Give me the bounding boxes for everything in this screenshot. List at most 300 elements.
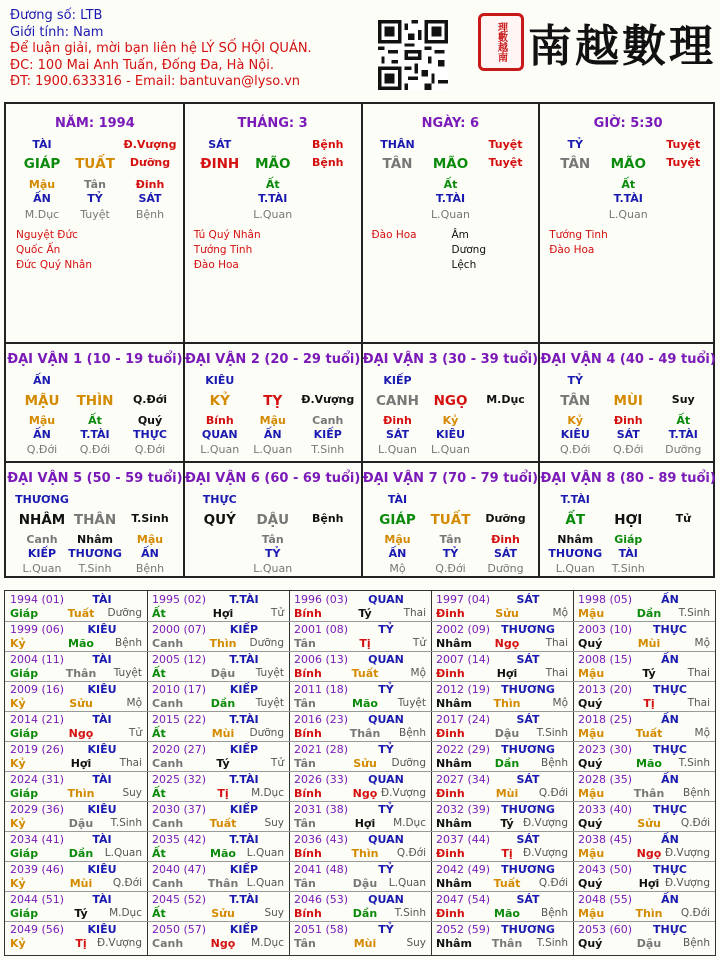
year-branch: Sửu xyxy=(353,757,377,770)
dai-van-top-god: THƯƠNG xyxy=(15,493,69,506)
year-cell xyxy=(148,712,290,742)
star-name: Đào Hoa xyxy=(193,259,239,271)
hidden-god: THỰC xyxy=(133,428,167,441)
year-ten-god: T.TÀI xyxy=(229,893,259,906)
year-cell xyxy=(290,652,432,682)
year-cell xyxy=(290,592,432,622)
dai-van-title: ĐẠI VẬN 6 (60 - 69 tuổi) xyxy=(184,471,361,486)
dai-van-title: ĐẠI VẬN 3 (30 - 39 tuổi) xyxy=(362,352,539,367)
year-cell xyxy=(432,892,574,922)
hidden-stem: Bính xyxy=(205,414,234,427)
qr-code-icon[interactable] xyxy=(378,20,448,90)
year-stem: Mậu xyxy=(578,667,605,680)
year-label: 2050 (57) xyxy=(152,923,207,936)
year-label: 2007 (14) xyxy=(436,653,491,666)
hidden-stem: Ất xyxy=(88,414,102,427)
year-life-stage: Tuyệt xyxy=(255,667,284,679)
subject-value: LTB xyxy=(80,8,103,23)
year-ten-god: TÀI xyxy=(92,653,112,666)
year-ten-god: KIẾP xyxy=(229,923,259,936)
star-name: Tướng Tinh xyxy=(549,229,608,241)
year-label: 2010 (17) xyxy=(152,683,207,696)
year-ten-god: TỶ xyxy=(378,863,394,876)
hidden-stem: Canh xyxy=(312,414,344,427)
year-stem: Giáp xyxy=(10,667,39,680)
star-name: Âm Dương Lệch xyxy=(451,229,486,271)
year-cell xyxy=(290,682,432,712)
year-ten-god: THƯƠNG xyxy=(501,623,555,636)
year-ten-god: QUAN xyxy=(368,833,404,846)
year-life-stage: Tử xyxy=(128,727,142,739)
year-ten-god: THƯƠNG xyxy=(501,803,555,816)
year-stem: Giáp xyxy=(10,607,39,620)
year-label: 2030 (37) xyxy=(152,803,207,816)
year-branch: Ngọ xyxy=(210,937,236,950)
year-life-stage: Q.Đới xyxy=(112,877,142,889)
stem-branch: NHÂM xyxy=(18,512,66,528)
year-cell xyxy=(6,592,148,622)
life-stage: Bệnh xyxy=(135,208,165,221)
year-ten-god: THỰC xyxy=(653,683,687,696)
life-stage: L.Quan xyxy=(253,562,293,575)
year-stem: Mậu xyxy=(578,787,605,800)
year-life-stage: Mộ xyxy=(410,667,426,679)
year-branch: Tý xyxy=(216,757,230,770)
life-stage: L.Quan xyxy=(431,208,470,221)
stem-branch: Tuyệt xyxy=(488,156,523,169)
year-stem: Bính xyxy=(294,607,322,620)
year-ten-god: TỶ xyxy=(378,923,394,936)
year-stem: Kỷ xyxy=(10,757,26,770)
stem-branch: HỢI xyxy=(614,512,643,528)
year-cell xyxy=(574,622,716,652)
pillar-title: GIỜ: 5:30 xyxy=(593,116,663,131)
year-cell xyxy=(6,712,148,742)
pillar-column xyxy=(184,104,362,342)
year-life-stage: T.Sinh xyxy=(678,757,710,769)
year-stem: Đinh xyxy=(436,607,465,620)
year-label: 2031 (38) xyxy=(294,803,349,816)
year-life-stage: T.Sinh xyxy=(110,817,142,829)
year-stem: Giáp xyxy=(10,727,39,740)
year-life-stage: Suy xyxy=(264,817,284,829)
dai-van-cell xyxy=(362,461,540,580)
year-stem: Quý xyxy=(578,937,603,950)
hidden-god: THƯƠNG xyxy=(68,547,122,560)
stem-branch: MÃO xyxy=(610,156,646,172)
year-label: 2003 (10) xyxy=(578,623,633,636)
dai-van-top-god: T.TÀI xyxy=(560,493,590,506)
year-label: 2045 (52) xyxy=(152,893,207,906)
star-list xyxy=(16,228,92,273)
year-cell xyxy=(290,712,432,742)
year-stem: Giáp xyxy=(10,847,39,860)
year-stem: Mậu xyxy=(578,907,605,920)
year-stem: Tân xyxy=(294,697,316,710)
hidden-stem: Đinh xyxy=(491,533,520,546)
year-label: 2000 (07) xyxy=(152,623,207,636)
phone-email-line[interactable]: ĐT: 1900.633316 - Email: bantuvan@lyso.vn xyxy=(10,74,301,89)
dai-van-top-god: TỶ xyxy=(567,374,583,387)
year-life-stage: Đ.Vượng xyxy=(96,937,142,949)
year-life-stage: L.Quan xyxy=(246,877,284,889)
year-branch: Mão xyxy=(68,637,94,650)
year-label: 2012 (19) xyxy=(436,683,491,696)
year-life-stage: Tuyệt xyxy=(255,697,284,709)
stem-branch: Đ.Vượng xyxy=(301,393,355,406)
year-life-stage: Tử xyxy=(270,607,284,619)
year-stem: Canh xyxy=(152,757,184,770)
life-stage: L.Quan xyxy=(253,208,293,221)
hidden-stem: Đinh xyxy=(613,414,643,427)
year-label: 2047 (54) xyxy=(436,893,491,906)
gender-value: Nam xyxy=(73,24,104,40)
year-stem: Giáp xyxy=(10,907,39,920)
hidden-god: SÁT xyxy=(385,428,410,441)
year-cell xyxy=(6,892,148,922)
year-branch: Thân xyxy=(633,787,665,800)
year-stem: Đinh xyxy=(436,847,465,860)
ten-god-label: THÂN xyxy=(380,138,415,151)
star-name: Đào Hoa xyxy=(371,229,417,241)
hidden-stem: Đinh xyxy=(383,414,412,427)
year-branch: Mão xyxy=(210,847,236,860)
year-life-stage: L.Quan xyxy=(388,877,426,889)
year-life-stage: L.Quan xyxy=(104,847,142,859)
year-life-stage: Suy xyxy=(264,907,284,919)
hidden-stem: Tân xyxy=(84,178,106,191)
year-life-stage: M.Dục xyxy=(109,907,142,919)
year-ten-god: KIÊU xyxy=(87,863,117,876)
dai-van-top-god: KIẾP xyxy=(383,374,412,387)
year-label: 2005 (12) xyxy=(152,653,207,666)
life-stage: T.Sinh xyxy=(311,443,345,456)
year-branch: Mão xyxy=(352,697,378,710)
year-label: 1999 (06) xyxy=(10,623,65,636)
star-list xyxy=(194,228,261,273)
year-ten-god: THƯƠNG xyxy=(501,923,555,936)
life-stage: L.Quan xyxy=(200,443,240,456)
year-branch: Dần xyxy=(68,847,94,860)
stem-branch: GIÁP xyxy=(379,512,416,528)
year-label: 2017 (24) xyxy=(436,713,491,726)
year-life-stage: Tử xyxy=(412,637,426,649)
year-cell xyxy=(290,922,432,952)
hidden-stem: Tân xyxy=(439,533,462,546)
star-list xyxy=(371,228,486,271)
year-branch: Hợi xyxy=(496,667,518,680)
logo-text: 南越數理 xyxy=(528,21,716,72)
year-label: 2032 (39) xyxy=(436,803,491,816)
year-cell xyxy=(432,682,574,712)
year-cell xyxy=(6,682,148,712)
year-stem: Ất xyxy=(152,787,166,800)
year-ten-god: KIÊU xyxy=(87,923,117,936)
year-cell xyxy=(432,712,574,742)
dai-van-cell xyxy=(184,342,362,461)
hidden-stem: Mậu xyxy=(259,414,286,427)
year-label: 2044 (51) xyxy=(10,893,65,906)
stem-branch: THÂN xyxy=(73,512,117,528)
year-cell xyxy=(6,832,148,862)
year-label: 2020 (27) xyxy=(152,743,207,756)
year-life-stage: Suy xyxy=(122,787,142,799)
life-stage: M.Dục xyxy=(24,208,60,221)
stem-branch: Dưỡng xyxy=(129,156,171,169)
stem-branch: GIÁP xyxy=(23,156,61,172)
year-cell xyxy=(432,832,574,862)
subject-label: Đương số: xyxy=(10,8,76,23)
star-list xyxy=(549,228,607,258)
year-stem: Nhâm xyxy=(436,637,472,650)
year-cell xyxy=(148,682,290,712)
year-ten-god: TỶ xyxy=(378,803,394,816)
year-branch: Ngọ xyxy=(352,787,378,800)
year-label: 2029 (36) xyxy=(10,803,65,816)
year-ten-god: KIÊU xyxy=(87,623,117,636)
year-branch: Mùi xyxy=(353,937,377,950)
year-label: 1997 (04) xyxy=(436,593,491,606)
year-stem: Tân xyxy=(294,817,316,830)
life-stage: Dưỡng xyxy=(665,443,702,456)
year-ten-god: KIẾP xyxy=(229,683,259,696)
year-life-stage: Đ.Vượng xyxy=(664,877,710,889)
year-branch: Mão xyxy=(494,907,520,920)
year-stem: Đinh xyxy=(436,787,465,800)
year-label: 2038 (45) xyxy=(578,833,633,846)
year-branch: Dần xyxy=(636,607,662,620)
year-stem: Ất xyxy=(152,727,166,740)
year-branch: Sửu xyxy=(495,607,519,620)
year-cell xyxy=(574,712,716,742)
year-branch: Hợi xyxy=(70,757,92,770)
year-stem: Nhâm xyxy=(436,937,472,950)
year-label: 2024 (31) xyxy=(10,773,65,786)
dai-van-cell xyxy=(6,461,184,580)
year-ten-god: KIÊU xyxy=(87,683,117,696)
year-life-stage: Mộ xyxy=(694,637,710,649)
year-ten-god: QUAN xyxy=(368,773,404,786)
year-ten-god: TÀI xyxy=(92,713,112,726)
year-branch: Tị xyxy=(359,637,371,650)
year-ten-god: THƯƠNG xyxy=(501,863,555,876)
year-label: 2048 (55) xyxy=(578,893,633,906)
year-life-stage: T.Sinh xyxy=(536,727,568,739)
year-life-stage: Q.Đới xyxy=(680,817,710,829)
dai-van-cell xyxy=(184,461,362,580)
star-name: Tú Quý Nhân xyxy=(193,229,261,241)
year-life-stage: Thai xyxy=(119,757,142,769)
year-branch: Dậu xyxy=(68,817,94,830)
year-label: 2002 (09) xyxy=(436,623,491,636)
year-stem: Ất xyxy=(152,907,166,920)
year-life-stage: Q.Đới xyxy=(680,907,710,919)
hidden-god: TỶ xyxy=(442,547,459,560)
year-cell xyxy=(148,832,290,862)
year-ten-god: T.TÀI xyxy=(229,773,259,786)
year-cell xyxy=(574,592,716,622)
year-cell xyxy=(432,592,574,622)
year-cell xyxy=(432,742,574,772)
yearly-table xyxy=(4,590,716,956)
hidden-god: THƯƠNG xyxy=(548,547,603,560)
year-branch: Hợi xyxy=(638,877,660,890)
year-ten-god: SÁT xyxy=(516,713,540,726)
year-life-stage: Đ.Vượng xyxy=(522,847,568,859)
hidden-stem: Kỷ xyxy=(442,414,459,427)
year-branch: Tị xyxy=(217,787,229,800)
stem-branch: MÃO xyxy=(432,156,469,172)
year-branch: Ngọ xyxy=(636,847,662,860)
star-name: Nguyệt Đức xyxy=(16,229,78,241)
dai-van-top-god: TÀI xyxy=(387,493,408,506)
hidden-god: T.TÀI xyxy=(80,428,110,441)
year-label: 2040 (47) xyxy=(152,863,207,876)
stem-branch: Q.Đới xyxy=(132,393,168,406)
year-branch: Thân xyxy=(207,877,239,890)
year-ten-god: ẤN xyxy=(661,893,679,906)
year-ten-god: QUAN xyxy=(368,593,404,606)
stem-branch: TUẤT xyxy=(75,156,115,172)
stem-branch: T.Sinh xyxy=(131,512,169,525)
year-cell xyxy=(6,862,148,892)
year-branch: Dần xyxy=(494,757,520,770)
hidden-stem: Mậu xyxy=(28,178,56,191)
year-stem: Canh xyxy=(152,877,184,890)
year-ten-god: QUAN xyxy=(368,713,404,726)
year-ten-god: TÀI xyxy=(92,773,112,786)
year-ten-god: SÁT xyxy=(516,653,540,666)
hidden-stem: Mậu xyxy=(384,533,411,546)
year-label: 2035 (42) xyxy=(152,833,207,846)
year-ten-god: T.TÀI xyxy=(229,653,259,666)
year-label: 2049 (56) xyxy=(10,923,65,936)
year-branch: Dần xyxy=(210,697,236,710)
year-ten-god: T.TÀI xyxy=(229,833,259,846)
year-branch: Thìn xyxy=(635,907,663,920)
hidden-stem: Tân xyxy=(261,533,284,546)
year-ten-god: THƯƠNG xyxy=(501,743,555,756)
ten-god-label: TỶ xyxy=(567,138,583,151)
year-cell xyxy=(290,862,432,892)
address-line: ĐC: 100 Mai Anh Tuấn, Đống Đa, Hà Nội. xyxy=(10,57,274,73)
hidden-god: TÀI xyxy=(618,547,638,560)
year-label: 2018 (25) xyxy=(578,713,633,726)
year-stem: Ất xyxy=(152,847,166,860)
year-label: 2013 (20) xyxy=(578,683,633,696)
hidden-god: ẤN xyxy=(388,547,407,560)
header-info xyxy=(10,8,312,91)
year-label: 2014 (21) xyxy=(10,713,65,726)
dai-van-top-god: KIÊU xyxy=(205,374,235,387)
year-stem: Mậu xyxy=(578,607,605,620)
year-life-stage: Đ.Vượng xyxy=(664,847,710,859)
year-branch: Tuất xyxy=(493,877,521,890)
year-ten-god: T.TÀI xyxy=(229,593,259,606)
stem-branch: KỶ xyxy=(209,393,230,409)
year-cell xyxy=(148,922,290,952)
life-stage: L.Quan xyxy=(555,562,595,575)
year-life-stage: Tuyệt xyxy=(397,697,426,709)
year-branch: Thân xyxy=(349,727,381,740)
year-life-stage: Đ.Vượng xyxy=(522,817,568,829)
life-stage: T.Sinh xyxy=(611,562,645,575)
year-ten-god: THỰC xyxy=(653,803,687,816)
year-cell xyxy=(432,862,574,892)
year-label: 2041 (48) xyxy=(294,863,349,876)
year-label: 2043 (50) xyxy=(578,863,633,876)
year-cell xyxy=(148,772,290,802)
year-stem: Quý xyxy=(578,877,603,890)
year-branch: Dậu xyxy=(636,937,662,950)
year-life-stage: Mộ xyxy=(552,607,568,619)
year-branch: Mùi xyxy=(495,787,519,800)
year-ten-god: KIẾP xyxy=(229,743,259,756)
year-ten-god: SÁT xyxy=(516,833,540,846)
chart-grid xyxy=(4,102,715,578)
hidden-stem: Ất xyxy=(621,178,636,191)
year-label: 1998 (05) xyxy=(578,593,633,606)
year-cell xyxy=(432,622,574,652)
year-ten-god: TÀI xyxy=(92,833,112,846)
year-life-stage: Thai xyxy=(687,697,710,709)
year-label: 2037 (44) xyxy=(436,833,491,846)
year-stem: Mậu xyxy=(578,727,605,740)
year-life-stage: Bệnh xyxy=(541,907,568,919)
year-stem: Tân xyxy=(294,637,316,650)
year-ten-god: THỰC xyxy=(653,743,687,756)
year-cell xyxy=(6,742,148,772)
stem-branch: Bệnh xyxy=(311,156,344,169)
pillar-column xyxy=(539,104,717,342)
year-stem: Bính xyxy=(294,667,322,680)
year-branch: Thân xyxy=(65,667,97,680)
year-cell xyxy=(148,862,290,892)
dai-van-title: ĐẠI VẬN 1 (10 - 19 tuổi) xyxy=(7,352,183,367)
year-branch: Tý xyxy=(74,907,88,920)
year-branch: Sửu xyxy=(637,817,661,830)
year-life-stage: Thai xyxy=(687,667,710,679)
year-stem: Canh xyxy=(152,637,184,650)
year-ten-god: KIÊU xyxy=(87,743,117,756)
year-stem: Đinh xyxy=(436,907,465,920)
year-label: 2016 (23) xyxy=(294,713,349,726)
year-stem: Nhâm xyxy=(436,757,472,770)
year-cell xyxy=(574,832,716,862)
stem-branch: TÂN xyxy=(560,393,591,409)
year-stem: Tân xyxy=(294,757,316,770)
hidden-god: ẤN xyxy=(263,428,282,441)
life-stage: Q.Đới xyxy=(26,443,58,456)
year-life-stage: M.Dục xyxy=(251,787,284,799)
hidden-stem: Canh xyxy=(26,533,58,546)
year-label: 2036 (43) xyxy=(294,833,349,846)
stem-branch: Dưỡng xyxy=(485,512,526,525)
year-label: 2006 (13) xyxy=(294,653,349,666)
year-branch: Tuất xyxy=(351,667,379,680)
year-stem: Canh xyxy=(152,937,184,950)
year-branch: Mão xyxy=(636,757,662,770)
year-stem: Đinh xyxy=(436,667,465,680)
year-life-stage: Dưỡng xyxy=(107,607,142,619)
ten-god-label: Tuyệt xyxy=(666,138,701,151)
year-ten-god: ẤN xyxy=(661,773,679,786)
year-cell xyxy=(432,772,574,802)
year-cell xyxy=(6,922,148,952)
year-stem: Kỷ xyxy=(10,937,26,950)
year-branch: Ngọ xyxy=(494,637,520,650)
year-branch: Dần xyxy=(352,907,378,920)
